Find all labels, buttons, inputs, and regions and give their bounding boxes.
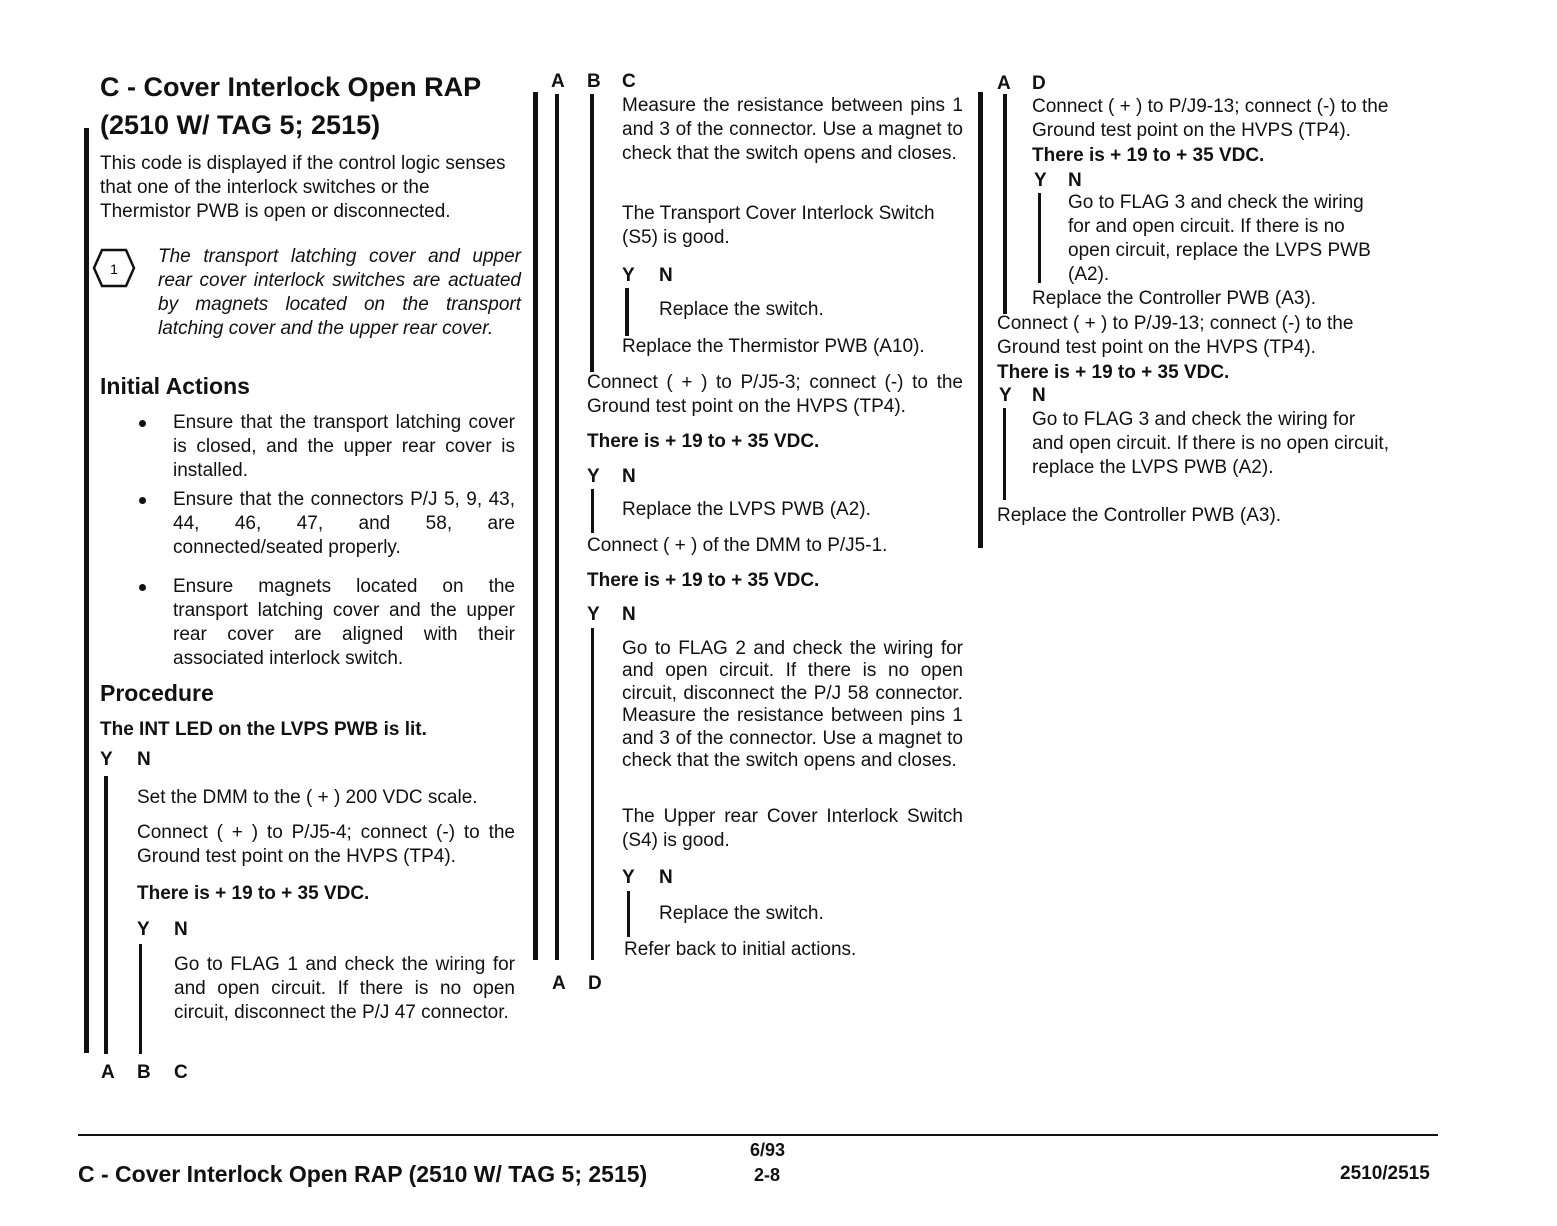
branch-line <box>139 944 142 1054</box>
no-label: N <box>137 749 151 770</box>
bullet-dot <box>139 584 146 591</box>
rap-description: This code is displayed if the control logic senses that one of the interlock switches or the Thermistor PWB is open or disconnected. <box>100 153 506 222</box>
no-label: N <box>1032 385 1046 406</box>
yes-label: Y <box>999 385 1012 406</box>
procedure-step: There is + 19 to + 35 VDC. <box>587 431 820 452</box>
procedure-step: Go to FLAG 3 and check the wiring for and open circuit. If there is no open circuit, replace the LVPS PWB (A2). <box>1032 409 1389 478</box>
procedure-step: Connect ( + ) of the DMM to P/J5-1. <box>587 535 888 556</box>
procedure-step: Replace the Controller PWB (A3). <box>1032 288 1317 309</box>
connector-c: C <box>174 1062 188 1083</box>
yes-label: Y <box>587 466 600 487</box>
procedure-heading: Procedure <box>100 680 214 706</box>
note-text: The transport latching cover and upper rear cover interlock switches are actuated by magnets located on the transport latching cover and the upper rear cover. <box>158 246 521 339</box>
connector-b: B <box>137 1062 151 1083</box>
change-bar <box>84 128 89 1053</box>
footer-title: C - Cover Interlock Open RAP (2510 W/ TAG 5; 2515) <box>78 1161 648 1187</box>
yes-label: Y <box>137 919 150 940</box>
note-number: 1 <box>110 261 118 277</box>
connector-c: C <box>622 71 636 92</box>
procedure-step: Replace the switch. <box>659 299 824 320</box>
branch-line <box>1038 193 1041 283</box>
procedure-step: The Transport Cover Interlock Switch (S5) is good. <box>622 203 935 248</box>
procedure-step: Replace the LVPS PWB (A2). <box>622 499 871 520</box>
branch-line <box>590 94 594 372</box>
branch-line <box>591 628 594 960</box>
procedure-step: There is + 19 to + 35 VDC. <box>137 883 370 904</box>
initial-action-2: Ensure that the connectors P/J 5, 9, 43, 44, 46, 47, and 58, are connected/seated properly. <box>173 489 515 558</box>
yes-label: Y <box>587 604 600 625</box>
no-label: N <box>622 604 636 625</box>
footer-rule <box>78 1134 1438 1136</box>
branch-line <box>627 891 630 937</box>
procedure-step: Connect ( + ) to P/J5-3; connect (-) to the Ground test point on the HVPS (TP4). <box>587 372 963 417</box>
procedure-step: Go to FLAG 1 and check the wiring for and open circuit. If there is no open circuit, disconnect the P/J 47 connector. <box>174 954 515 1023</box>
procedure-step: Replace the switch. <box>659 903 824 924</box>
procedure-step: Go to FLAG 2 and check the wiring for and open circuit. If there is no open circuit, disconnect the P/J 58 connector. Measure the resistance between pins 1 and 3 of the connector. Use a magnet to check that the switch opens and closes. <box>622 638 963 772</box>
procedure-step: The Upper rear Cover Interlock Switch (S4) is good. <box>622 806 963 851</box>
yes-label: Y <box>100 749 113 770</box>
page-title-line1: C - Cover Interlock Open RAP <box>100 72 482 102</box>
connector-a: A <box>997 73 1011 94</box>
connector-b: B <box>587 71 601 92</box>
procedure-step: Go to FLAG 3 and check the wiring for and open circuit. If there is no open circuit, replace the LVPS PWB (A2). <box>1068 192 1371 285</box>
change-bar <box>978 92 983 548</box>
procedure-step: Connect ( + ) to P/J9-13; connect (-) to the Ground test point on the HVPS (TP4). <box>997 313 1354 358</box>
bullet-dot <box>139 420 146 427</box>
no-label: N <box>622 466 636 487</box>
branch-line <box>591 489 594 533</box>
yes-label: Y <box>622 265 635 286</box>
initial-action-1: Ensure that the transport latching cover is closed, and the upper rear cover is installed. <box>173 412 515 481</box>
no-label: N <box>659 265 673 286</box>
procedure-step: There is + 19 to + 35 VDC. <box>997 362 1230 383</box>
footer-date: 6/93 <box>750 1140 786 1160</box>
branch-line <box>625 288 629 336</box>
initial-actions-heading: Initial Actions <box>100 373 250 399</box>
branch-line <box>104 776 108 1054</box>
connector-d: D <box>1032 73 1046 94</box>
bullet-dot <box>139 497 146 504</box>
connector-a: A <box>101 1062 115 1083</box>
connector-a: A <box>551 71 565 92</box>
branch-line <box>1003 408 1006 500</box>
procedure-step: There is + 19 to + 35 VDC. <box>1032 145 1265 166</box>
yes-label: Y <box>1034 170 1047 191</box>
procedure-step: Set the DMM to the ( + ) 200 VDC scale. <box>137 787 478 808</box>
procedure-step: Replace the Thermistor PWB (A10). <box>622 336 925 357</box>
footer-model: 2510/2515 <box>1340 1163 1430 1184</box>
yes-label: Y <box>622 867 635 888</box>
procedure-step: Refer back to initial actions. <box>624 939 857 960</box>
no-label: N <box>659 867 673 888</box>
procedure-step: Connect ( + ) to P/J9-13; connect (-) to the Ground test point on the HVPS (TP4). <box>1032 96 1389 141</box>
no-label: N <box>174 919 188 940</box>
procedure-step: Measure the resistance between pins 1 and 3 of the connector. Use a magnet to check that the switch opens and closes. <box>622 95 963 164</box>
page-title-line2: (2510 W/ TAG 5; 2515) <box>100 110 381 140</box>
procedure-step: There is + 19 to + 35 VDC. <box>587 570 820 591</box>
procedure-step: The INT LED on the LVPS PWB is lit. <box>100 719 427 740</box>
branch-line <box>555 94 559 960</box>
procedure-step: Replace the Controller PWB (A3). <box>997 505 1282 526</box>
connector-a: A <box>552 973 566 994</box>
procedure-step: Connect ( + ) to P/J5-4; connect (-) to the Ground test point on the HVPS (TP4). <box>137 822 515 867</box>
change-bar <box>533 92 538 960</box>
branch-line <box>1003 94 1007 314</box>
no-label: N <box>1068 170 1082 191</box>
footer-page-number: 2-8 <box>754 1165 781 1185</box>
initial-action-3: Ensure magnets located on the transport latching cover and the upper rear cover are aligned with their associated interlock switch. <box>173 576 515 669</box>
connector-d: D <box>588 973 602 994</box>
note-hexagon-icon <box>92 248 136 288</box>
